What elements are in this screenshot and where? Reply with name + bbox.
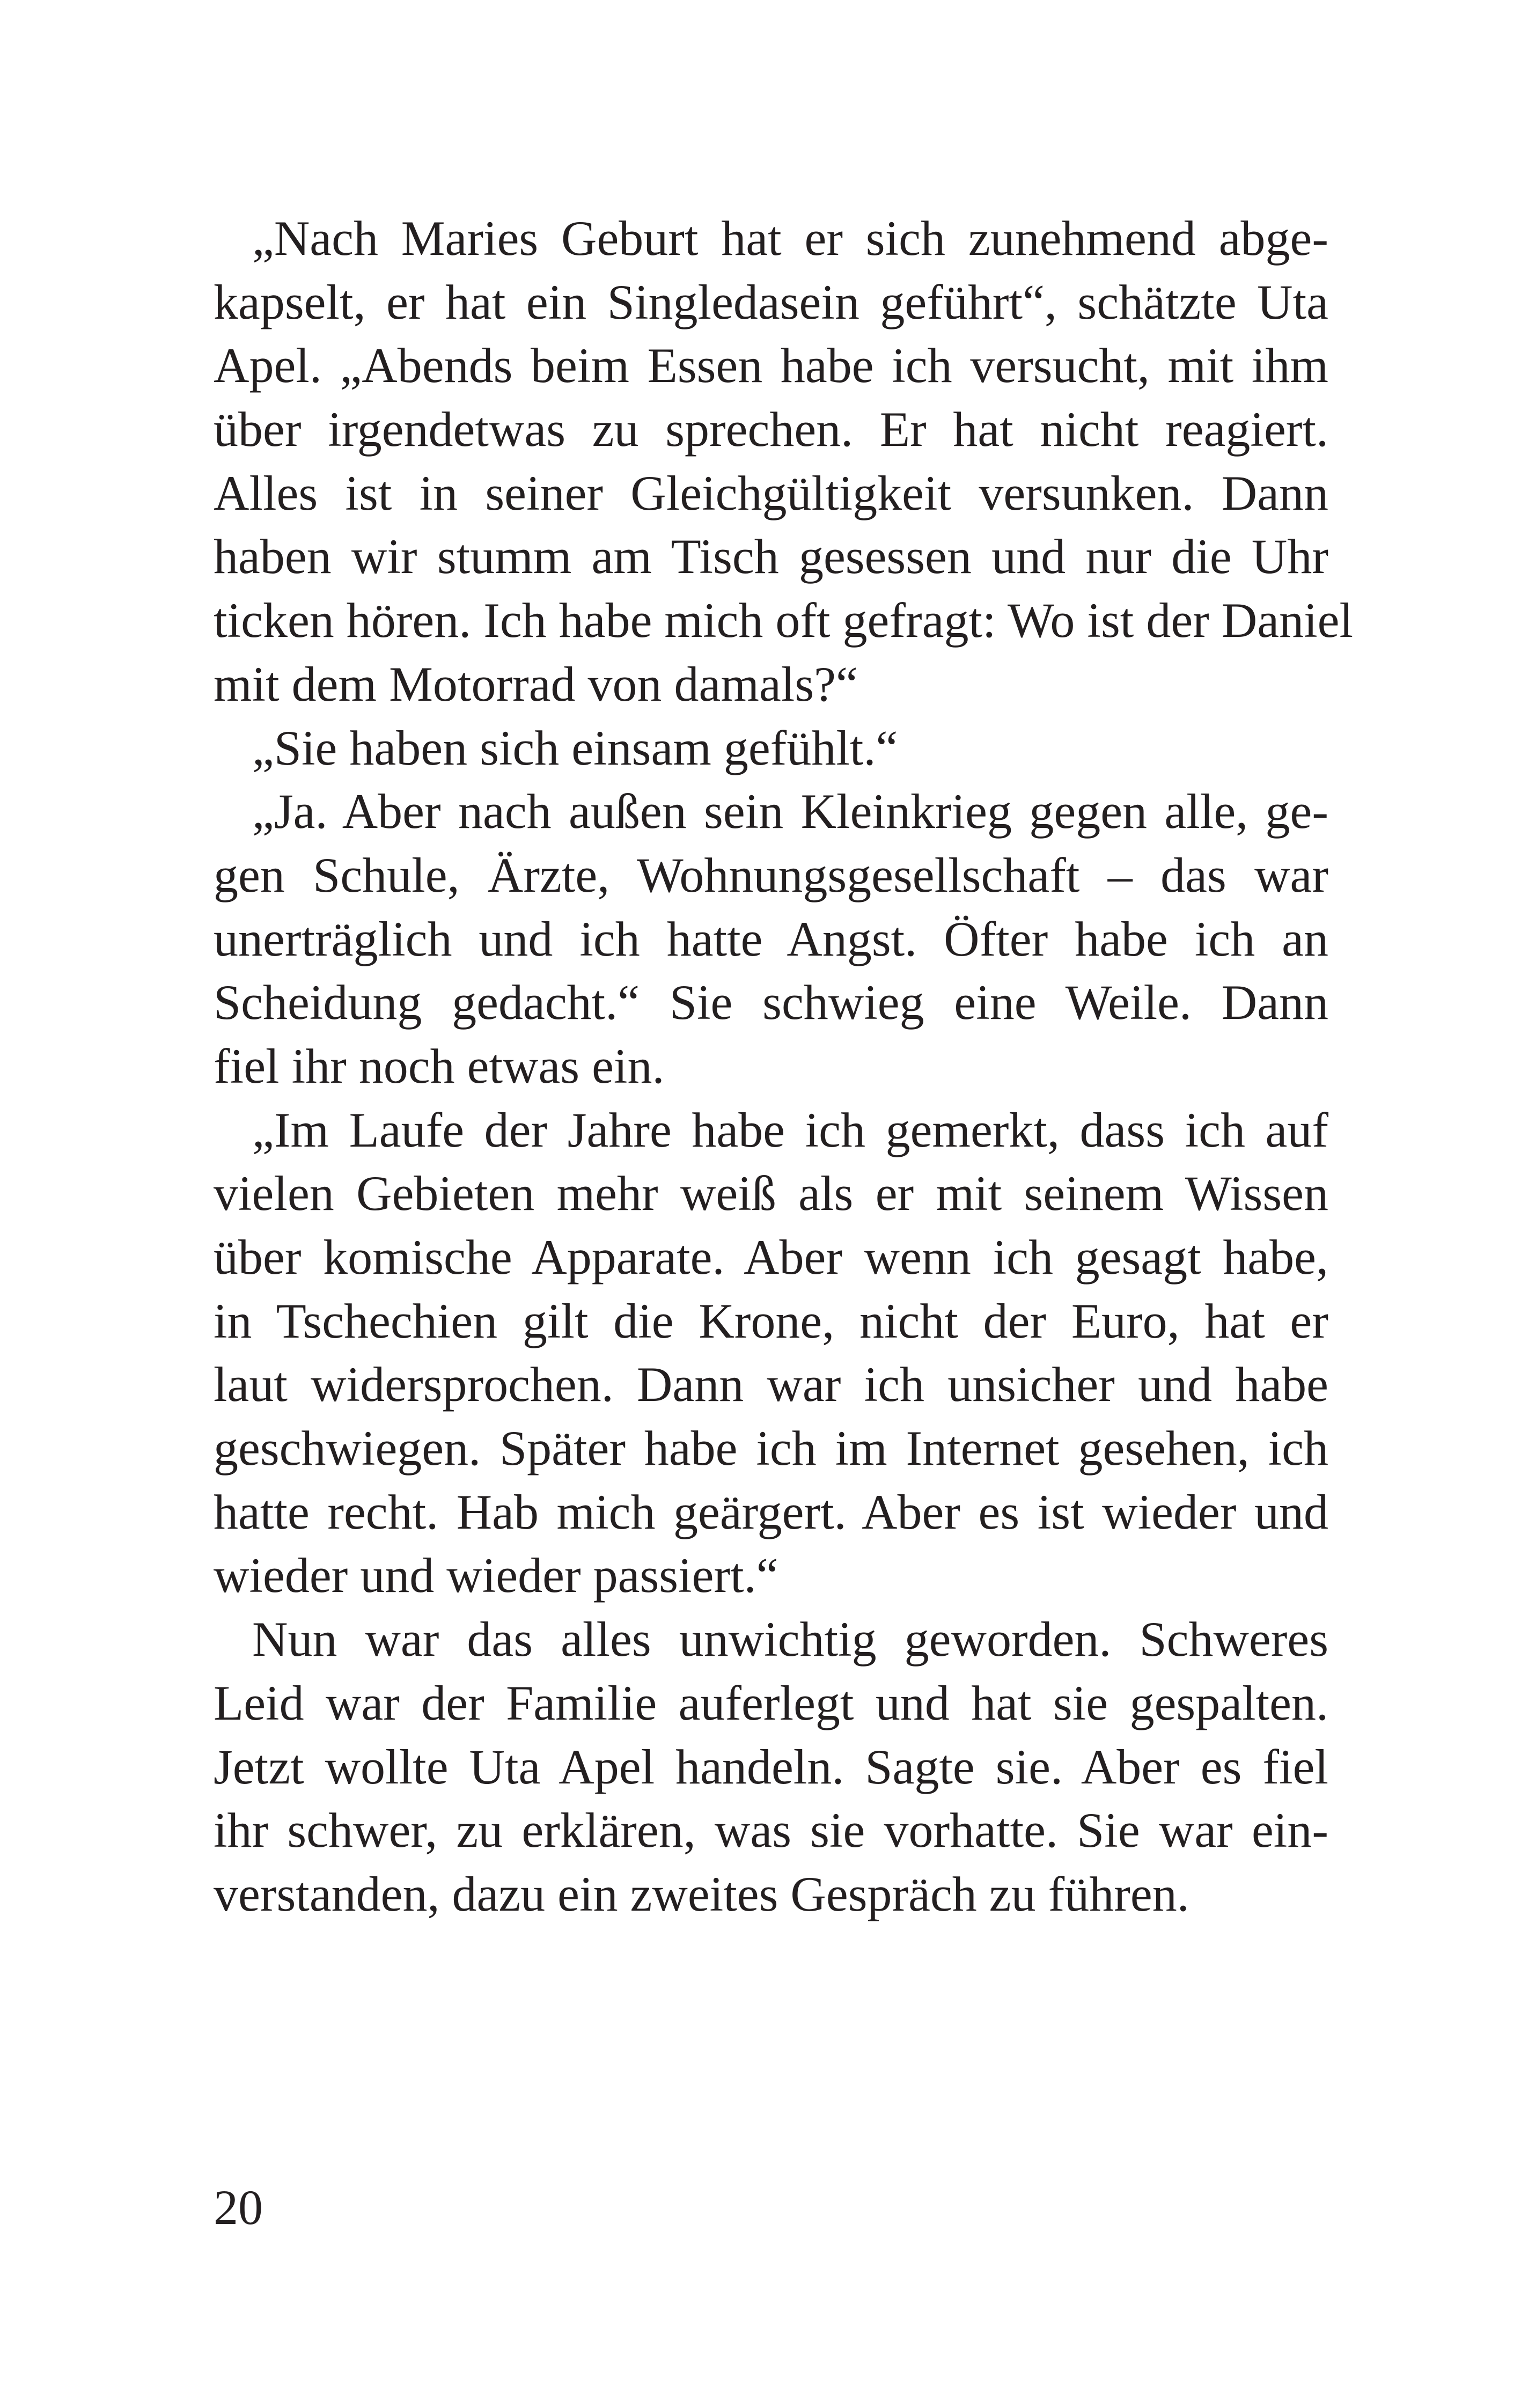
text-line: „Im Laufe der Jahre habe ich gemerkt, dass ich auf [252,1102,1328,1157]
text-line: kapselt, er hat ein Singledasein geführt“, schätzte Uta [214,274,1328,329]
page-number: 20 [214,2180,263,2235]
text-line: „Ja. Aber nach außen sein Kleinkrieg gegen alle, ge- [252,784,1328,839]
text-line: unerträglich und ich hatte Angst. Öfter habe ich an [214,911,1328,966]
text-line: verstanden, dazu ein zweites Gespräch zu führen. [214,1866,1189,1921]
text-line: Jetzt wollte Uta Apel handeln. Sagte sie. Aber es fiel [214,1739,1328,1794]
text-line: „Nach Maries Geburt hat er sich zunehmend abge- [252,211,1328,266]
text-line: vielen Gebieten mehr weiß als er mit seinem Wissen [214,1166,1328,1221]
text-line: Scheidung gedacht.“ Sie schwieg eine Weile. Dann [214,975,1328,1030]
text-line: über komische Apparate. Aber wenn ich gesagt habe, [214,1230,1328,1284]
text-line: Leid war der Familie auferlegt und hat sie gespalten. [214,1675,1328,1730]
text-line: hatte recht. Hab mich geärgert. Aber es ist wieder und [214,1484,1328,1539]
text-line: in Tschechien gilt die Krone, nicht der Euro, hat er [214,1293,1328,1348]
text-line: laut widersprochen. Dann war ich unsicher und habe [214,1357,1328,1412]
text-line: „Sie haben sich einsam gefühlt.“ [252,720,898,775]
text-line: mit dem Motorrad von damals?“ [214,656,858,711]
text-line: über irgendetwas zu sprechen. Er hat nicht reagiert. [214,402,1328,457]
text-line: fiel ihr noch etwas ein. [214,1038,665,1093]
text-line: haben wir stumm am Tisch gesessen und nur die Uhr [214,529,1328,584]
body-text [214,207,1354,1926]
text-line: Apel. „Abends beim Essen habe ich versucht, mit ihm [214,338,1328,393]
text-line: Nun war das alles unwichtig geworden. Schweres [252,1612,1328,1667]
text-line: geschwiegen. Später habe ich im Internet gesehen, ich [214,1421,1328,1476]
text-line: ticken hören. Ich habe mich oft gefragt: Wo ist der Daniel [214,593,1354,648]
text-line: Alles ist in seiner Gleichgültigkeit versunken. Dann [214,465,1328,520]
text-line: ihr schwer, zu erklären, was sie vorhatte. Sie war ein- [214,1803,1328,1858]
text-line: gen Schule, Ärzte, Wohnungsgesellschaft – das war [214,847,1328,902]
text-line: wieder und wieder passiert.“ [214,1548,778,1603]
